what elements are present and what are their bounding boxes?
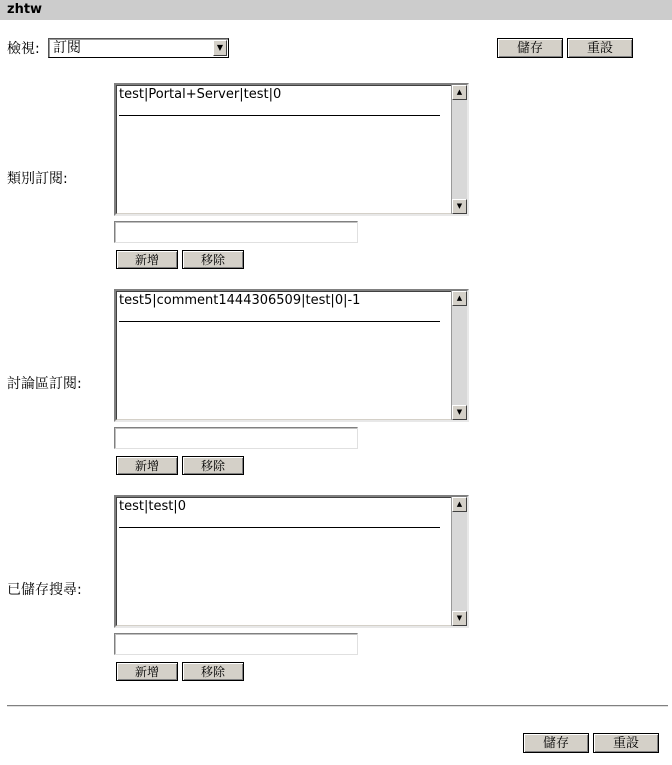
page-title: zhtw <box>0 0 672 20</box>
list-separator <box>119 321 440 322</box>
saved-search-label: 已儲存搜尋: <box>7 582 82 598</box>
scroll-down-arrow-icon[interactable]: ▼ <box>452 405 467 420</box>
view-select[interactable] <box>48 38 229 58</box>
scroll-up-arrow-icon[interactable]: ▲ <box>452 291 467 306</box>
scroll-up-arrow-icon[interactable]: ▲ <box>452 85 467 100</box>
list-separator <box>119 527 440 528</box>
forum-subscription-label: 討論區訂閱: <box>7 376 82 392</box>
chevron-down-icon[interactable]: ▼ <box>213 40 227 56</box>
scrollbar[interactable] <box>451 291 467 420</box>
category-subscription-label: 類別訂閱: <box>7 171 68 187</box>
list-item[interactable]: test|test|0 <box>119 499 186 514</box>
category-add-button[interactable]: 新增 <box>116 250 178 269</box>
scroll-down-arrow-icon[interactable]: ▼ <box>452 611 467 626</box>
list-separator <box>119 115 440 116</box>
save-button-top[interactable]: 儲存 <box>497 38 563 58</box>
scroll-down-arrow-icon[interactable]: ▼ <box>452 199 467 214</box>
reset-button-top[interactable]: 重設 <box>567 38 633 58</box>
category-remove-button[interactable]: 移除 <box>182 250 244 269</box>
scroll-up-arrow-icon[interactable]: ▲ <box>452 497 467 512</box>
saved-search-list[interactable] <box>114 495 469 628</box>
list-item[interactable]: test5|comment1444306509|test|0|-1 <box>119 293 361 308</box>
list-item[interactable]: test|Portal+Server|test|0 <box>119 87 282 102</box>
saved-search-add-button[interactable]: 新增 <box>116 662 178 681</box>
forum-add-button[interactable]: 新增 <box>116 456 178 475</box>
save-button-bottom[interactable]: 儲存 <box>523 733 589 753</box>
forum-remove-button[interactable]: 移除 <box>182 456 244 475</box>
saved-search-input[interactable] <box>114 633 358 655</box>
forum-subscription-list[interactable] <box>114 289 469 422</box>
category-subscription-input[interactable] <box>114 221 358 243</box>
view-select-value: 訂閱 <box>53 40 81 56</box>
forum-subscription-input[interactable] <box>114 427 358 449</box>
scrollbar[interactable] <box>451 497 467 626</box>
view-label: 檢視: <box>7 41 40 57</box>
reset-button-bottom[interactable]: 重設 <box>593 733 659 753</box>
saved-search-remove-button[interactable]: 移除 <box>182 662 244 681</box>
scrollbar[interactable] <box>451 85 467 214</box>
divider <box>7 705 668 707</box>
category-subscription-list[interactable] <box>114 83 469 216</box>
